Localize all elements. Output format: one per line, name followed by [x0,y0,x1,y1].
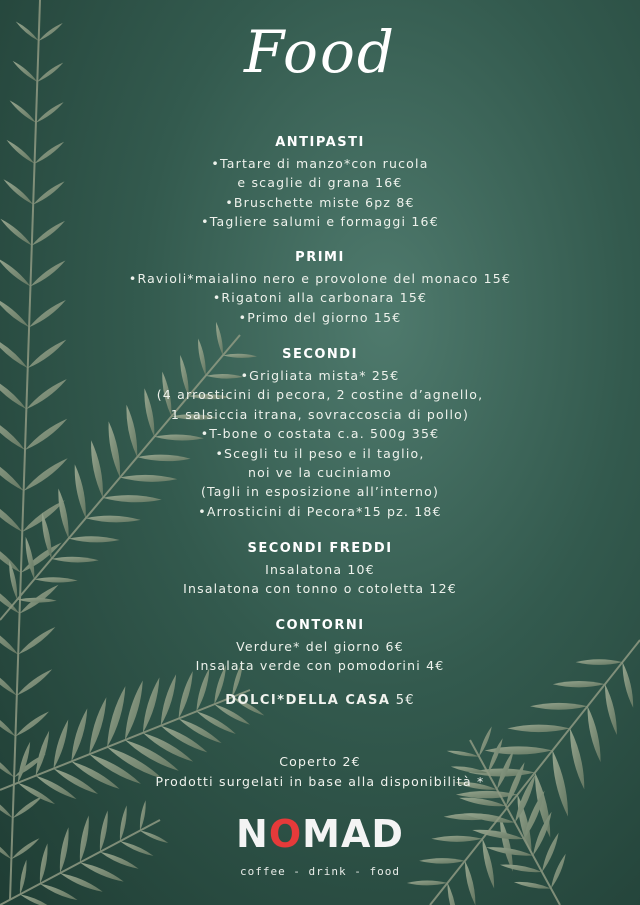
section-primi [0,248,640,327]
logo-part: N [236,812,269,856]
palm-leaflet [459,798,506,807]
palm-leaflet [125,681,143,740]
menu-item: •Tartare di manzo*con rucola [211,156,429,171]
menu-item: Insalatona 10€ [265,562,375,577]
section-heading: SECONDI [282,347,358,362]
menu-item: •Primo del giorno 15€ [238,309,402,325]
section-secondi [0,345,640,521]
menu-item: e scaglie di grana 16€ [237,175,403,191]
menu-item: Verdure* del giorno 6€ [236,639,404,654]
frozen-products-note: Prodotti surgelati in base alla disponibilità * [155,773,485,789]
menu-item: •Arrosticini di Pecora*15 pz. 18€ [198,503,442,519]
menu-item: •Rigatoni alla carbonara 15€ [212,290,428,306]
palm-leaflet [20,894,52,905]
palm-leaflet [605,684,617,735]
menu-item: •T-bone o costata c.a. 500g 35€ [200,426,440,442]
footer-notes [0,752,640,791]
logo-accent-o: O [268,812,303,856]
menu-item: Insalatona con tonno o cotoletta 12€ [183,581,457,597]
menu-item: (Tagli in esposizione all’interno) [200,484,440,500]
palm-leaflet [447,883,456,905]
menu-item: •Scegli tu il peso e il taglio, [215,445,425,461]
palm-leaflet [40,884,78,900]
palm-leaflet [507,725,570,733]
menu-item: •Tagliere salumi e formaggi 16€ [201,214,439,230]
section-heading: SECONDI FREDDI [247,541,393,556]
section-antipasti [0,133,640,232]
section-contorni [0,616,640,676]
brand-tagline: coffee - drink - food [239,865,401,878]
menu-item: •Ravioli*maialino nero e provolone del monaco 15€ [128,271,512,286]
palm-leaflet [514,882,551,889]
menu-item: •Bruschette miste 6pz 8€ [225,194,415,210]
section-heading: PRIMI [295,250,345,265]
nomad-logo [0,812,640,856]
coperto-note: Coperto 2€ [279,754,361,769]
palm-leaflet [407,880,448,885]
palm-leaflet [15,712,49,737]
menu-title: Food [243,18,397,86]
palm-leaflet [553,681,605,687]
menu-item: •Grigliata mista* 25€ [240,368,400,383]
menu-item: Insalata verde con pomodorini 4€ [195,658,445,674]
logo-part: MAD [302,812,404,856]
palm-leaflet [10,100,36,122]
palm-leaflet [36,102,64,123]
palm-leaflet [419,858,465,864]
palm-leaflet [0,709,15,736]
dolci-price: 5€ [395,693,415,708]
section-heading: ANTIPASTI [275,135,365,150]
dolci-line [0,693,640,708]
menu-item: noi ve la cuciniamo [247,465,392,481]
dolci-heading: DOLCI*DELLA CASA [225,693,391,708]
menu-item: (4 arrosticini di pecora, 2 costine d’agnello, [156,387,484,403]
section-heading: CONTORNI [275,618,365,633]
menu-item: 1 salsiccia itrana, sovraccoscia di pollo) [170,406,470,422]
section-secondi-freddi [0,539,640,599]
